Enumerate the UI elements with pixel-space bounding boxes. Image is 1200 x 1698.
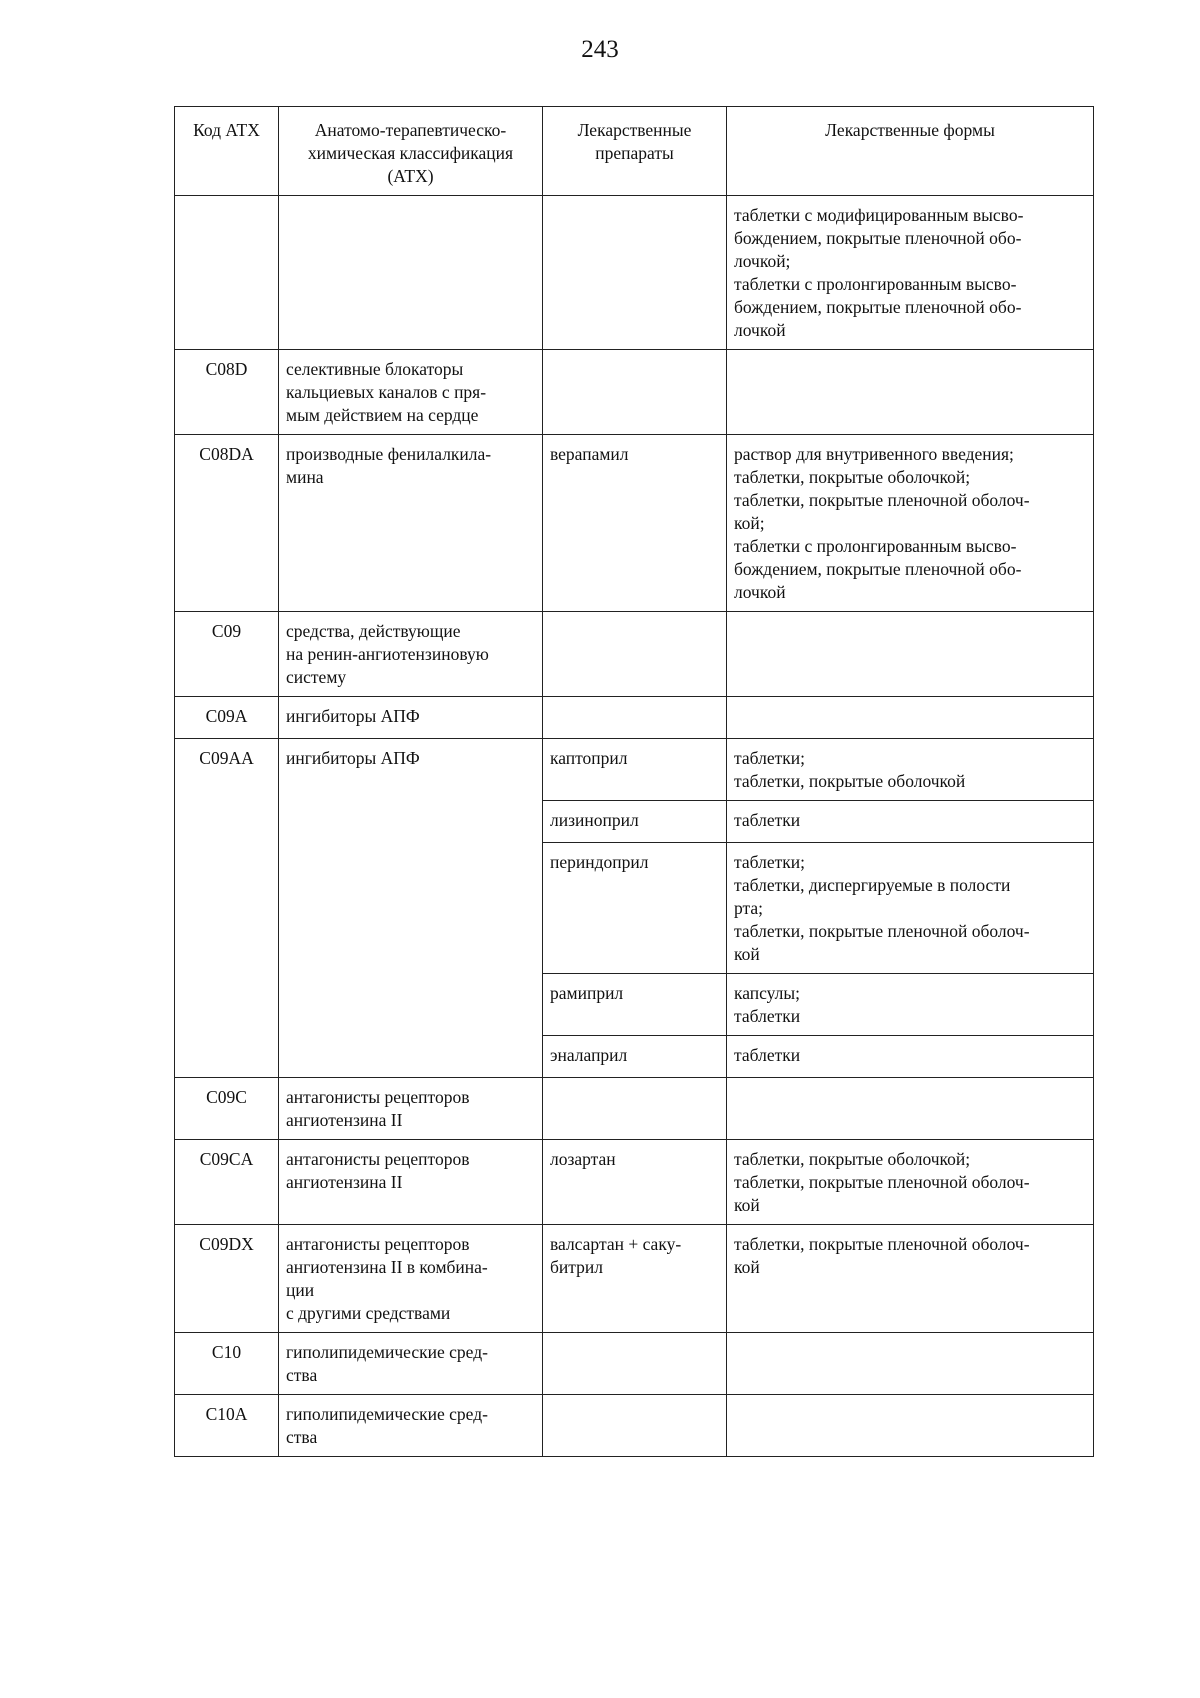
table-row bbox=[175, 697, 1094, 739]
dosage-forms-cell bbox=[727, 196, 1094, 350]
dosage-forms-cell bbox=[727, 1225, 1094, 1333]
table-body bbox=[175, 196, 1094, 1457]
drug-name-cell bbox=[543, 697, 727, 739]
table-row bbox=[175, 435, 1094, 612]
table-row bbox=[175, 1078, 1094, 1140]
atx-classification-cell bbox=[279, 1395, 543, 1457]
atx-code-cell bbox=[175, 196, 279, 350]
dosage-forms-cell bbox=[727, 1078, 1094, 1140]
drug-name-cell bbox=[543, 1140, 727, 1225]
drug-name-cell bbox=[543, 196, 727, 350]
dosage-form-line: таблетки, покрытые оболочкой; bbox=[734, 1149, 971, 1169]
drug-name-line: каптоприл bbox=[550, 748, 628, 768]
dosage-form-line: бождением, покрытые пленочной обо- bbox=[734, 297, 1022, 317]
dosage-form-line: капсулы; bbox=[734, 983, 801, 1003]
classification-line: ства bbox=[286, 1365, 318, 1385]
dosage-form-line: таблетки bbox=[734, 1006, 801, 1026]
dosage-form-line: таблетки; bbox=[734, 748, 805, 768]
dosage-forms-cell bbox=[727, 1395, 1094, 1457]
classification-line: ства bbox=[286, 1427, 318, 1447]
classification-line: ангиотензина II в комбина- bbox=[286, 1257, 488, 1277]
dosage-forms-cell bbox=[727, 697, 1094, 739]
drug-name-cell bbox=[543, 1395, 727, 1457]
atx-table bbox=[174, 106, 1094, 1457]
atx-classification-cell bbox=[279, 612, 543, 697]
dosage-forms-cell bbox=[727, 612, 1094, 697]
dosage-form-line: таблетки bbox=[734, 1045, 801, 1065]
dosage-form-line: лочкой; bbox=[734, 251, 791, 271]
dosage-form-line: таблетки, покрытые пленочной оболоч- bbox=[734, 1172, 1030, 1192]
classification-line: гиполипидемические сред- bbox=[286, 1404, 488, 1424]
table-row bbox=[175, 739, 1094, 801]
classification-line: антагонисты рецепторов bbox=[286, 1234, 470, 1254]
header-forms: Лекарственные формы bbox=[727, 107, 1094, 196]
atx-code-cell: C09A bbox=[175, 697, 279, 739]
classification-line: мым действием на сердце bbox=[286, 405, 479, 425]
dosage-forms-cell bbox=[727, 350, 1094, 435]
dosage-forms-cell bbox=[727, 739, 1094, 801]
drug-name-line: эналаприл bbox=[550, 1045, 628, 1065]
table-row bbox=[175, 1140, 1094, 1225]
dosage-form-line: рта; bbox=[734, 898, 764, 918]
classification-line: антагонисты рецепторов bbox=[286, 1149, 470, 1169]
drug-name-cell bbox=[543, 1225, 727, 1333]
atx-code-cell: C09CA bbox=[175, 1140, 279, 1225]
header-drugs: Лекарственные препараты bbox=[543, 107, 727, 196]
table-row bbox=[175, 350, 1094, 435]
drug-name-cell bbox=[543, 1036, 727, 1078]
dosage-forms-cell bbox=[727, 843, 1094, 974]
dosage-form-line: таблетки, покрытые пленочной оболоч- bbox=[734, 921, 1030, 941]
drug-name-cell bbox=[543, 612, 727, 697]
table-row bbox=[175, 196, 1094, 350]
table-header-row bbox=[175, 107, 1094, 196]
dosage-forms-cell bbox=[727, 435, 1094, 612]
dosage-form-line: таблетки, диспергируемые в полости bbox=[734, 875, 1011, 895]
dosage-form-line: лочкой bbox=[734, 320, 786, 340]
dosage-forms-cell bbox=[727, 801, 1094, 843]
dosage-forms-cell bbox=[727, 1140, 1094, 1225]
dosage-form-line: таблетки, покрытые оболочкой bbox=[734, 771, 966, 791]
atx-classification-cell bbox=[279, 1333, 543, 1395]
atx-classification-cell bbox=[279, 1225, 543, 1333]
classification-line: селективные блокаторы bbox=[286, 359, 464, 379]
atx-code-cell: C10A bbox=[175, 1395, 279, 1457]
dosage-form-line: кой bbox=[734, 1195, 760, 1215]
classification-line: антагонисты рецепторов bbox=[286, 1087, 470, 1107]
page-number: 243 bbox=[581, 36, 619, 63]
atx-classification-cell bbox=[279, 739, 543, 1078]
atx-classification-cell bbox=[279, 435, 543, 612]
classification-line: с другими средствами bbox=[286, 1303, 451, 1323]
drug-name-cell bbox=[543, 739, 727, 801]
drug-name-cell bbox=[543, 435, 727, 612]
atx-classification-cell bbox=[279, 1140, 543, 1225]
drug-name-cell bbox=[543, 843, 727, 974]
dosage-form-line: таблетки, покрытые пленочной оболоч- bbox=[734, 1234, 1030, 1254]
atx-code-cell: C09 bbox=[175, 612, 279, 697]
classification-line: ции bbox=[286, 1280, 315, 1300]
atx-classification-cell bbox=[279, 196, 543, 350]
classification-line: ангиотензина II bbox=[286, 1110, 403, 1130]
drug-name-line: рамиприл bbox=[550, 983, 624, 1003]
classification-line: гиполипидемические сред- bbox=[286, 1342, 488, 1362]
table-row bbox=[175, 1395, 1094, 1457]
drug-name-cell bbox=[543, 974, 727, 1036]
classification-line: на ренин-ангиотензиновую bbox=[286, 644, 489, 664]
classification-line: ингибиторы АПФ bbox=[286, 706, 420, 726]
dosage-form-line: таблетки bbox=[734, 810, 801, 830]
dosage-form-line: таблетки с пролонгированным высво- bbox=[734, 274, 1017, 294]
dosage-forms-cell bbox=[727, 1333, 1094, 1395]
dosage-form-line: таблетки, покрытые оболочкой; bbox=[734, 467, 971, 487]
drug-name-line: периндоприл bbox=[550, 852, 649, 872]
classification-line: ингибиторы АПФ bbox=[286, 748, 420, 768]
drug-name-line: лизиноприл bbox=[550, 810, 639, 830]
header-classification: Анатомо-терапевтическо-химическая классификация (АТХ) bbox=[279, 107, 543, 196]
dosage-form-line: кой; bbox=[734, 513, 765, 533]
dosage-form-line: кой bbox=[734, 944, 760, 964]
classification-line: систему bbox=[286, 667, 347, 687]
dosage-form-line: таблетки; bbox=[734, 852, 805, 872]
table-row bbox=[175, 1333, 1094, 1395]
drug-name-line: битрил bbox=[550, 1257, 603, 1277]
atx-code-cell: C09DX bbox=[175, 1225, 279, 1333]
dosage-form-line: таблетки с модифицированным высво- bbox=[734, 205, 1024, 225]
drug-name-cell bbox=[543, 350, 727, 435]
drug-name-cell bbox=[543, 1078, 727, 1140]
classification-line: производные фенилалкила- bbox=[286, 444, 492, 464]
atx-code-cell: C08DA bbox=[175, 435, 279, 612]
dosage-form-line: таблетки, покрытые пленочной оболоч- bbox=[734, 490, 1030, 510]
dosage-form-line: лочкой bbox=[734, 582, 786, 602]
drug-name-line: верапамил bbox=[550, 444, 629, 464]
dosage-forms-cell bbox=[727, 1036, 1094, 1078]
classification-line: мина bbox=[286, 467, 324, 487]
classification-line: средства, действующие bbox=[286, 621, 461, 641]
atx-classification-cell bbox=[279, 350, 543, 435]
dosage-form-line: таблетки с пролонгированным высво- bbox=[734, 536, 1017, 556]
atx-code-cell: C08D bbox=[175, 350, 279, 435]
classification-line: кальциевых каналов с пря- bbox=[286, 382, 487, 402]
drug-name-line: лозартан bbox=[550, 1149, 616, 1169]
atx-classification-cell bbox=[279, 697, 543, 739]
dosage-form-line: бождением, покрытые пленочной обо- bbox=[734, 228, 1022, 248]
dosage-form-line: бождением, покрытые пленочной обо- bbox=[734, 559, 1022, 579]
classification-line: ангиотензина II bbox=[286, 1172, 403, 1192]
dosage-form-line: раствор для внутривенного введения; bbox=[734, 444, 1014, 464]
atx-classification-cell bbox=[279, 1078, 543, 1140]
atx-code-cell: C09AA bbox=[175, 739, 279, 1078]
drug-name-cell bbox=[543, 801, 727, 843]
table-row bbox=[175, 612, 1094, 697]
dosage-form-line: кой bbox=[734, 1257, 760, 1277]
drug-name-cell bbox=[543, 1333, 727, 1395]
atx-code-cell: C10 bbox=[175, 1333, 279, 1395]
atx-code-cell: C09C bbox=[175, 1078, 279, 1140]
header-code: Код АТХ bbox=[175, 107, 279, 196]
dosage-forms-cell bbox=[727, 974, 1094, 1036]
table-row bbox=[175, 1225, 1094, 1333]
drug-name-line: валсартан + саку- bbox=[550, 1234, 682, 1254]
